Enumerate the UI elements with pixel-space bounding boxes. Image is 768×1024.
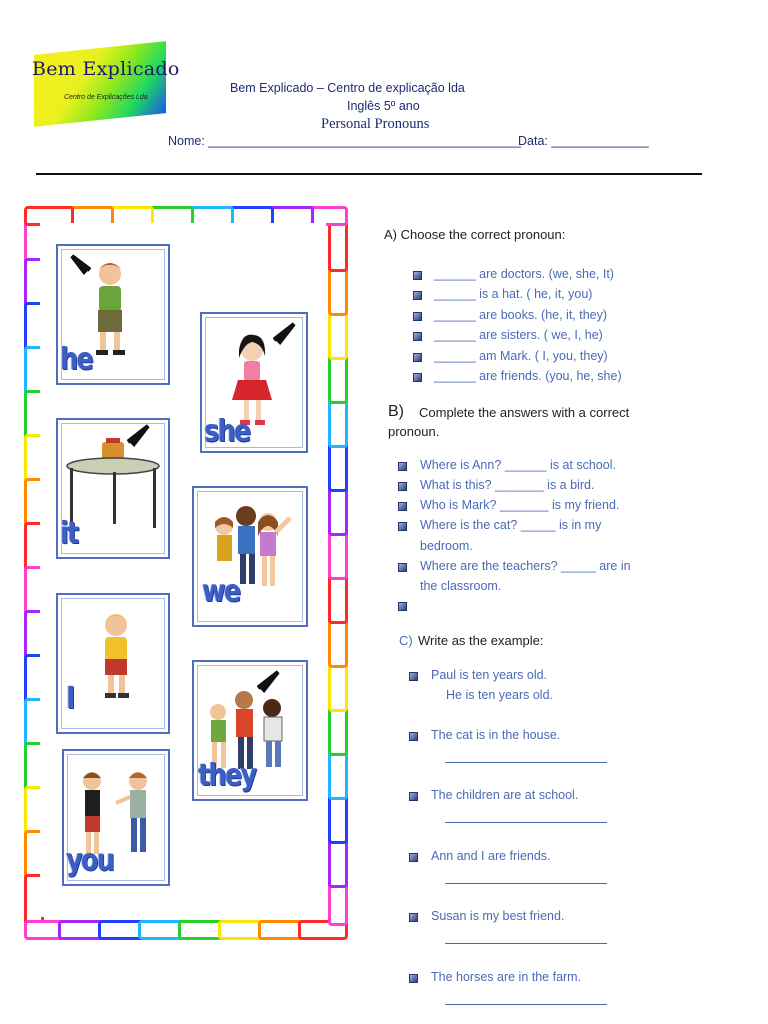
card-i <box>56 593 170 734</box>
section-b-letter: B) <box>388 403 404 420</box>
section-b-title-line2: pronoun. <box>388 424 440 439</box>
logo <box>32 48 180 120</box>
name-field[interactable]: Nome: _____________________________________________ <box>168 134 522 148</box>
bullet-icon <box>398 462 407 471</box>
section-a-item: ______ are doctors. (we, she, It) <box>434 267 614 281</box>
section-c-item: The cat is in the house. <box>431 728 561 742</box>
bullet-icon <box>398 502 407 511</box>
bullet-icon <box>413 332 422 341</box>
section-b-item: Where are the teachers? _____ are in <box>420 559 631 573</box>
answer-line[interactable] <box>445 1004 607 1005</box>
card-they <box>192 660 308 801</box>
section-b-item: What is this? _______ is a bird. <box>420 478 595 492</box>
card-he <box>56 244 170 385</box>
picture-frame <box>24 206 342 934</box>
section-a-item: ______ are books. (he, it, they) <box>434 307 608 322</box>
pronoun-label: he <box>60 342 93 377</box>
section-c-item: Susan is my best friend. <box>431 909 565 924</box>
section-c-letter: C) <box>399 633 413 648</box>
section-a-item: ______ are friends. (you, he, she) <box>434 369 622 383</box>
bullet-icon <box>409 853 418 862</box>
answer-line[interactable] <box>445 762 607 763</box>
worksheet-title: Personal Pronouns <box>321 116 430 132</box>
section-a-item: ______ is a hat. ( he, it, you) <box>434 287 593 302</box>
bullet-icon <box>398 563 407 572</box>
section-b-title-line1: Complete the answers with a correct <box>419 405 630 420</box>
bullet-icon <box>409 732 418 741</box>
bullet-icon <box>398 602 407 611</box>
bullet-icon <box>413 373 422 382</box>
section-a-item: ______ are sisters. ( we, I, he) <box>434 328 603 343</box>
logo-subtitle: Centro de Explicações Lda <box>64 94 148 101</box>
bullet-icon <box>409 792 418 801</box>
pronoun-label: she <box>204 414 250 449</box>
subject-grade: Inglês 5º ano <box>347 99 420 113</box>
bullet-icon <box>398 522 407 531</box>
section-b-item: Who is Mark? _______ is my friend. <box>420 498 620 512</box>
card-she <box>200 312 308 453</box>
section-b-item: the classroom. <box>420 579 502 593</box>
logo-background <box>34 41 166 127</box>
bullet-icon <box>413 271 422 280</box>
answer-line[interactable] <box>445 822 607 823</box>
frame-link <box>328 220 348 272</box>
answer-line[interactable] <box>445 943 607 944</box>
bullet-icon <box>409 672 418 681</box>
header-divider <box>36 173 702 175</box>
pronoun-label: I <box>66 681 74 716</box>
bullet-icon <box>398 482 407 491</box>
section-a-title: A) Choose the correct pronoun: <box>384 227 566 242</box>
card-it <box>56 418 170 559</box>
pronoun-label: we <box>202 574 240 609</box>
card-you <box>62 749 170 886</box>
bullet-icon <box>413 291 422 300</box>
section-b-item: Where is Ann? ______ is at school. <box>420 458 616 472</box>
bullet-icon <box>409 974 418 983</box>
section-c-item: The horses are in the farm. <box>431 969 582 984</box>
bullet-icon <box>413 312 422 321</box>
date-field[interactable]: Data: ______________ <box>518 134 649 148</box>
bullet-icon <box>409 913 418 922</box>
section-a-item: ______ am Mark. ( I, you, they) <box>434 348 608 363</box>
pronoun-label: they <box>198 758 256 793</box>
section-c-title: Write as the example: <box>418 633 544 648</box>
pronoun-label: you <box>66 843 114 878</box>
section-c-example-question: Paul is ten years old. <box>431 668 548 682</box>
school-name: Bem Explicado – Centro de explicação lda <box>230 81 465 95</box>
section-c-example-answer: He is ten years old. <box>446 688 553 702</box>
section-b-item: Where is the cat? _____ is in my <box>420 518 602 532</box>
answer-line[interactable] <box>445 883 607 884</box>
section-c-item: Ann and I are friends. <box>431 848 551 863</box>
child-illustration <box>58 595 168 732</box>
section-b-item: bedroom. <box>420 539 473 553</box>
card-we <box>192 486 308 627</box>
section-c-item: The children are at school. <box>431 788 579 803</box>
bullet-icon <box>413 353 422 362</box>
logo-title: Bem Explicado <box>32 58 180 80</box>
pronoun-label: it <box>60 516 78 551</box>
